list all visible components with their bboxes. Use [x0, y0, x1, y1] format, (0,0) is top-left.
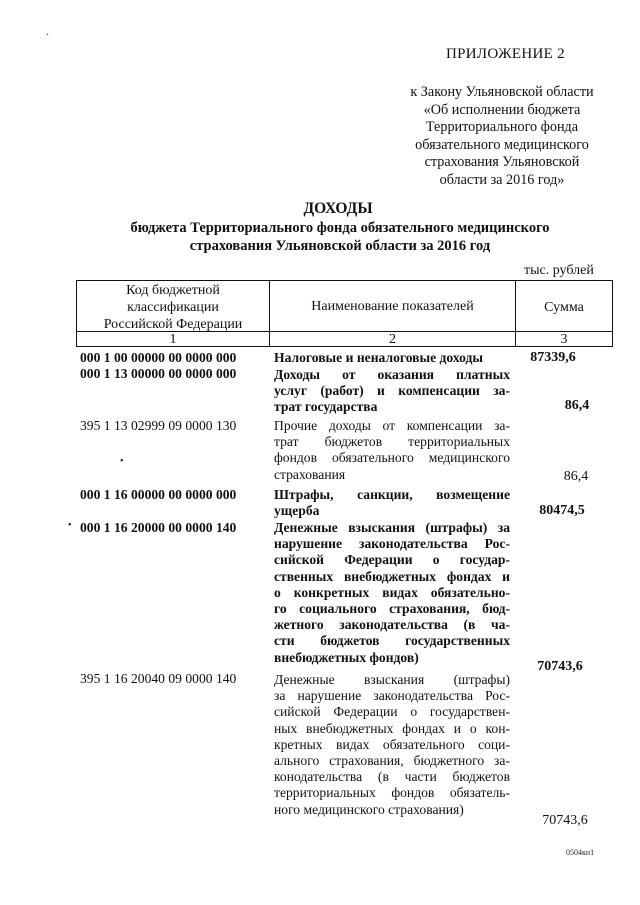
row-name-line: о конкретных видах обязательно- [274, 584, 510, 600]
subtitle-line: страхования Ульяновской области за 2016 год [189, 238, 491, 254]
header-amount: Сумма [544, 300, 584, 315]
row-name-line: Денежные взыскания (штрафы) за [274, 520, 510, 535]
row-name [274, 367, 510, 416]
column-number-2: 2 [389, 332, 396, 347]
units-label: тыс. рублей [524, 263, 594, 278]
scan-speck: • [68, 520, 72, 531]
row-name-line: сийской Федерации о государ- [274, 552, 510, 568]
law-reference-line: области за 2016 год» [439, 171, 565, 188]
row-amount: 86,4 [563, 469, 589, 484]
row-name-line: ственных внебюджетных фондах и [274, 568, 510, 584]
row-name-line: ного медицинского страхования) [274, 801, 464, 817]
table-border-right [612, 280, 613, 347]
row-code: 000 1 13 00000 00 0000 000 [80, 366, 237, 381]
subtitle-line: бюджета Территориального фонда обязательного медицинского [130, 220, 550, 236]
row-name-line: трат бюджетов территориальных [274, 434, 510, 450]
footer-code: 0504кн1 [566, 848, 595, 857]
row-name [274, 520, 510, 666]
row-name-line: внебюджетных фондов) [274, 649, 419, 665]
row-name-line: услуг (работ) и компенсации за- [274, 383, 510, 399]
header-code [77, 282, 269, 333]
row-code: 395 1 16 20040 09 0000 140 [80, 671, 237, 686]
scan-speck: • [120, 456, 124, 467]
header-name: Наименование показателей [311, 299, 474, 314]
row-name-line: ального страхования, бюджетного за- [274, 753, 510, 769]
row-code: 395 1 13 02999 09 0000 130 [80, 418, 237, 433]
row-name-line: фондов обязательного медицинского [274, 450, 510, 466]
row-name-line: го социального страхования, бюд- [274, 601, 510, 617]
row-amount: 70743,6 [542, 813, 588, 828]
row-amount: 86,4 [564, 398, 590, 413]
row-name-line: Прочие доходы от компенсации за- [274, 418, 510, 433]
row-name-line: за нарушение законодательства Рос- [274, 688, 510, 704]
row-name-line: конодательства (в части бюджетов [274, 769, 510, 785]
row-name-line: Доходы от оказания платных [274, 367, 510, 382]
law-reference-line: Территориального фонда [425, 119, 579, 136]
row-code: 000 1 16 20000 00 0000 140 [80, 520, 237, 535]
row-name-line: Налоговые и неналоговые доходы [274, 350, 484, 365]
row-amount: 70743,6 [537, 659, 583, 674]
row-name-line: Штрафы, санкции, возмещение [274, 487, 510, 502]
row-name-line: территориальных фондов обязатель- [274, 785, 510, 801]
row-name [274, 487, 510, 519]
document-title: ДОХОДЫ [303, 200, 373, 217]
column-number-1: 1 [169, 332, 177, 347]
column-number-3: 3 [560, 332, 568, 347]
row-name-line: ущерба [274, 503, 320, 519]
table-border-top [76, 280, 613, 281]
row-amount: 87339,6 [530, 350, 576, 365]
header-code-line: классификации [127, 300, 219, 315]
law-reference-line: обязательного медицинского [415, 136, 589, 153]
row-code: 000 1 00 00000 00 0000 000 [80, 350, 237, 365]
scan-speck: · [46, 30, 50, 41]
row-name-line: сийской Федерации о государствен- [274, 704, 510, 720]
row-name-line: страхования [274, 466, 346, 482]
header-code-line: Код бюджетной [126, 283, 220, 298]
row-name-line: сти бюджетов государственных [274, 633, 510, 649]
row-name [274, 350, 510, 366]
row-name [274, 418, 510, 483]
law-reference [392, 84, 612, 190]
header-code-line: Российской Федерации [103, 317, 243, 332]
row-name-line: ных внебюджетных фондах и о кон- [274, 720, 510, 736]
row-name-line: трат государства [274, 399, 378, 415]
row-name-line: Денежные взыскания (штрафы) [274, 672, 510, 687]
law-reference-line: к Закону Ульяновской области [410, 84, 594, 100]
law-reference-line: страхования Ульяновской [424, 154, 580, 171]
document-subtitle [60, 219, 620, 255]
row-amount: 80474,5 [539, 503, 585, 518]
row-name-line: жетного законодательства (в ча- [274, 617, 510, 633]
law-reference-line: «Об исполнении бюджета [423, 101, 581, 118]
row-name-line: кретных видах обязательного соци- [274, 736, 510, 752]
row-name [274, 672, 510, 818]
row-name-line: нарушение законодательства Рос- [274, 536, 510, 552]
appendix-label: ПРИЛОЖЕНИЕ 2 [446, 46, 565, 62]
row-code: 000 1 16 00000 00 0000 000 [80, 487, 237, 502]
